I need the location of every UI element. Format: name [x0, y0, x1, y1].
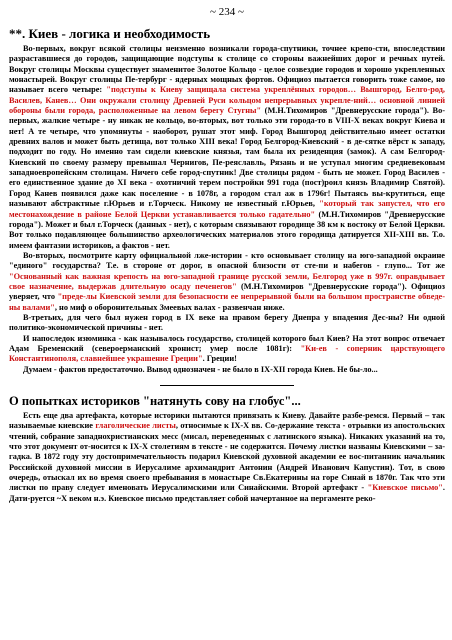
paragraph [9, 313, 445, 334]
quote-text: глаголические листы [95, 421, 176, 431]
quote-text: "преде-лы Киевской земли для безопасности ее непрерывной были на большом пространстве обведе-ны валами" [9, 292, 445, 312]
section-title: О попытках историков "натянуть сову на глобус"... [9, 394, 301, 408]
quote-text: "подступы к Киеву защищала система укреплённых городов… Вышгород, Белго-род, Василев, Канев… Они окружали столицу Древней Руси кольцом непрерывных укрепле-ний… основной линией обороны были города, расположенные на левом берегу Стугны" [9, 85, 445, 116]
body-text: , но миф о оборонительных Змеевых валах - развенчан ниже. [54, 302, 285, 312]
body-text: В-третьих, для чего был нужен город в IX веке на правом берегу Днепра у впадения Дес-ны? Ни одной политико-экономической причины - нет. [9, 312, 445, 333]
paragraph [9, 411, 445, 504]
body-text: И напоследок изюминка - как называлось государство, столицей которого был Киев? На этот вопрос отвечает Адам Бременский (североерманский хронист; умер после 1081г): [9, 333, 445, 353]
body-text: (М.Н.Тихомиров "Древнерусские города"). Может и был г.Торческ (данных - нет), с которым связывают городище 38 км к востоку от Белой Церкви. Вот только подавляющее большинство археологических материалов этого городища датируется XII-XIII вв. Т.о. имеем фантазии историков, а фактов - нет. [9, 209, 445, 250]
quote-text: "который так запустел, что его местонахождение в районе Белой Церкви устанавливается только гадательно" [9, 199, 445, 219]
body-text: Во-первых, вокруг всякой столицы неизменно возникали города-спутники, точнее крепо-сти, впоследствии разраставшиеся до городов, защищающие подступы к столице со стороны важнейших дорог и речных путей. Вокруг столицы Москвы существует знаменитое Золотое Кольцо - целое созвездие городов и хорошо укрепленных монастырей. Вокруг столицы Пе-тербург - ядерных мощных фортов. Официоз пытается говорить тоже самое, но называет всего четыре: [9, 44, 445, 95]
quote-text: "Киевское письмо" [367, 483, 443, 493]
book-page [9, 6, 445, 504]
body-text: Есть еще два артефакта, которые историки пытаются привязать к Киеву. Давайте разбе-ремся. Первый – так называемые киевские [9, 411, 445, 431]
quote-text: "Ки-ев - соперник царствующего Константинополя, славнейшее украшение Греции" [9, 343, 446, 364]
paragraph [9, 44, 445, 251]
quote-text: "Основанный как важная крепость на юго-западной границе русской земли, Белгород уже в 997г. оправдывает свое назначение, выдержав длительную осаду печенегов" [9, 271, 445, 291]
body-text: Думаем - фактов предостаточно. Вывод однозначен - не было в IX-XII города Киев. Не бы-ло... [23, 364, 378, 374]
body-text: . Греции! [202, 354, 237, 364]
paragraph [9, 251, 445, 313]
body-text: , относимые к IX-X вв. Со-держание текста - отрывки из апостольских чтений, собрание западнохристианских месс (мисал, переведенных с латинского языка). Никаких указаний на то, что этот документ от-носится к IX-X столетиям в тексте - не содержится. Почему листки названы Киевскими – за-гадка. В 1872 году эту достопримечательность подарил Киевской духовной академии ее вос-питанник начальник Российской духовной миссии в Иерусалиме архимандрит Антонин (Андрей Иванович Капустин). Тот, в свою очередь, отыскал их во время своего пребывания в монастыре Св.Екатерины на горе Синай в 1870г. Так что эти листки по праву следует именовать Иерусалимскими или Синайскими. Второй артефакт - [9, 421, 445, 493]
paragraph [9, 365, 445, 375]
body-text: (М.Н.Тихомиров "Древнерусские города"). Официоз уверяет, что [9, 281, 445, 302]
body-text: Во-вторых, посмотрите карту официальной лже-истории - кто основывает столицу на юго-западной окраине "единого" государства? Т.е. в стороне от дорог, в опасной близости от сте-пи и набегов - глупо... Тот же [9, 250, 445, 271]
paragraph [9, 334, 445, 365]
body-text: (М.Н.Тихомиров "Древнерусские города"). Во-первых, жалкие четыре - ну никак не кольцо, во-вторых, вот только эти города-то в VIII-X веках вокруг Киева и нет! А те четыре, что упомянуты - наоборот, рушат этот миф. Город Вышгород действительно имеет остатки древних валов и может быть детища, вот только XIII века! Город Белгород-Киевский - в де-сятке вёрст к западу, подходит по году. Но именно там сидели киевские князья, там была их резиденция (замок). А сам Белгород-Киевский по своему размеру превышал Чернигов, Пе-реяславль, Рязань и не уступал многим средневековым западноевропейским столицам. Ничего себе город-спутник! Две столицы рядом - быть не может. Город Василев - его единственное здание до XI века - охотничий терем постройки 991 года (пост)роил князь Владимир Святой). Город Канев появился даже как поселение - в 1078г, а городом стал аж в 1796г! Пытаясь вы-крутиться, еще называют абстрактные г.Юрьев и г.Торческ. Никому не известный г.Юрьев, [9, 106, 445, 209]
page-number: ~ 234 ~ [210, 6, 244, 18]
section-title: **. Киев - логика и необходимость [9, 26, 211, 41]
body-text: . Дати-руется ~X веком н.э. Киевское письмо представляет собой начертанное на пергаменте реко- [9, 483, 445, 503]
section-divider [160, 385, 294, 386]
